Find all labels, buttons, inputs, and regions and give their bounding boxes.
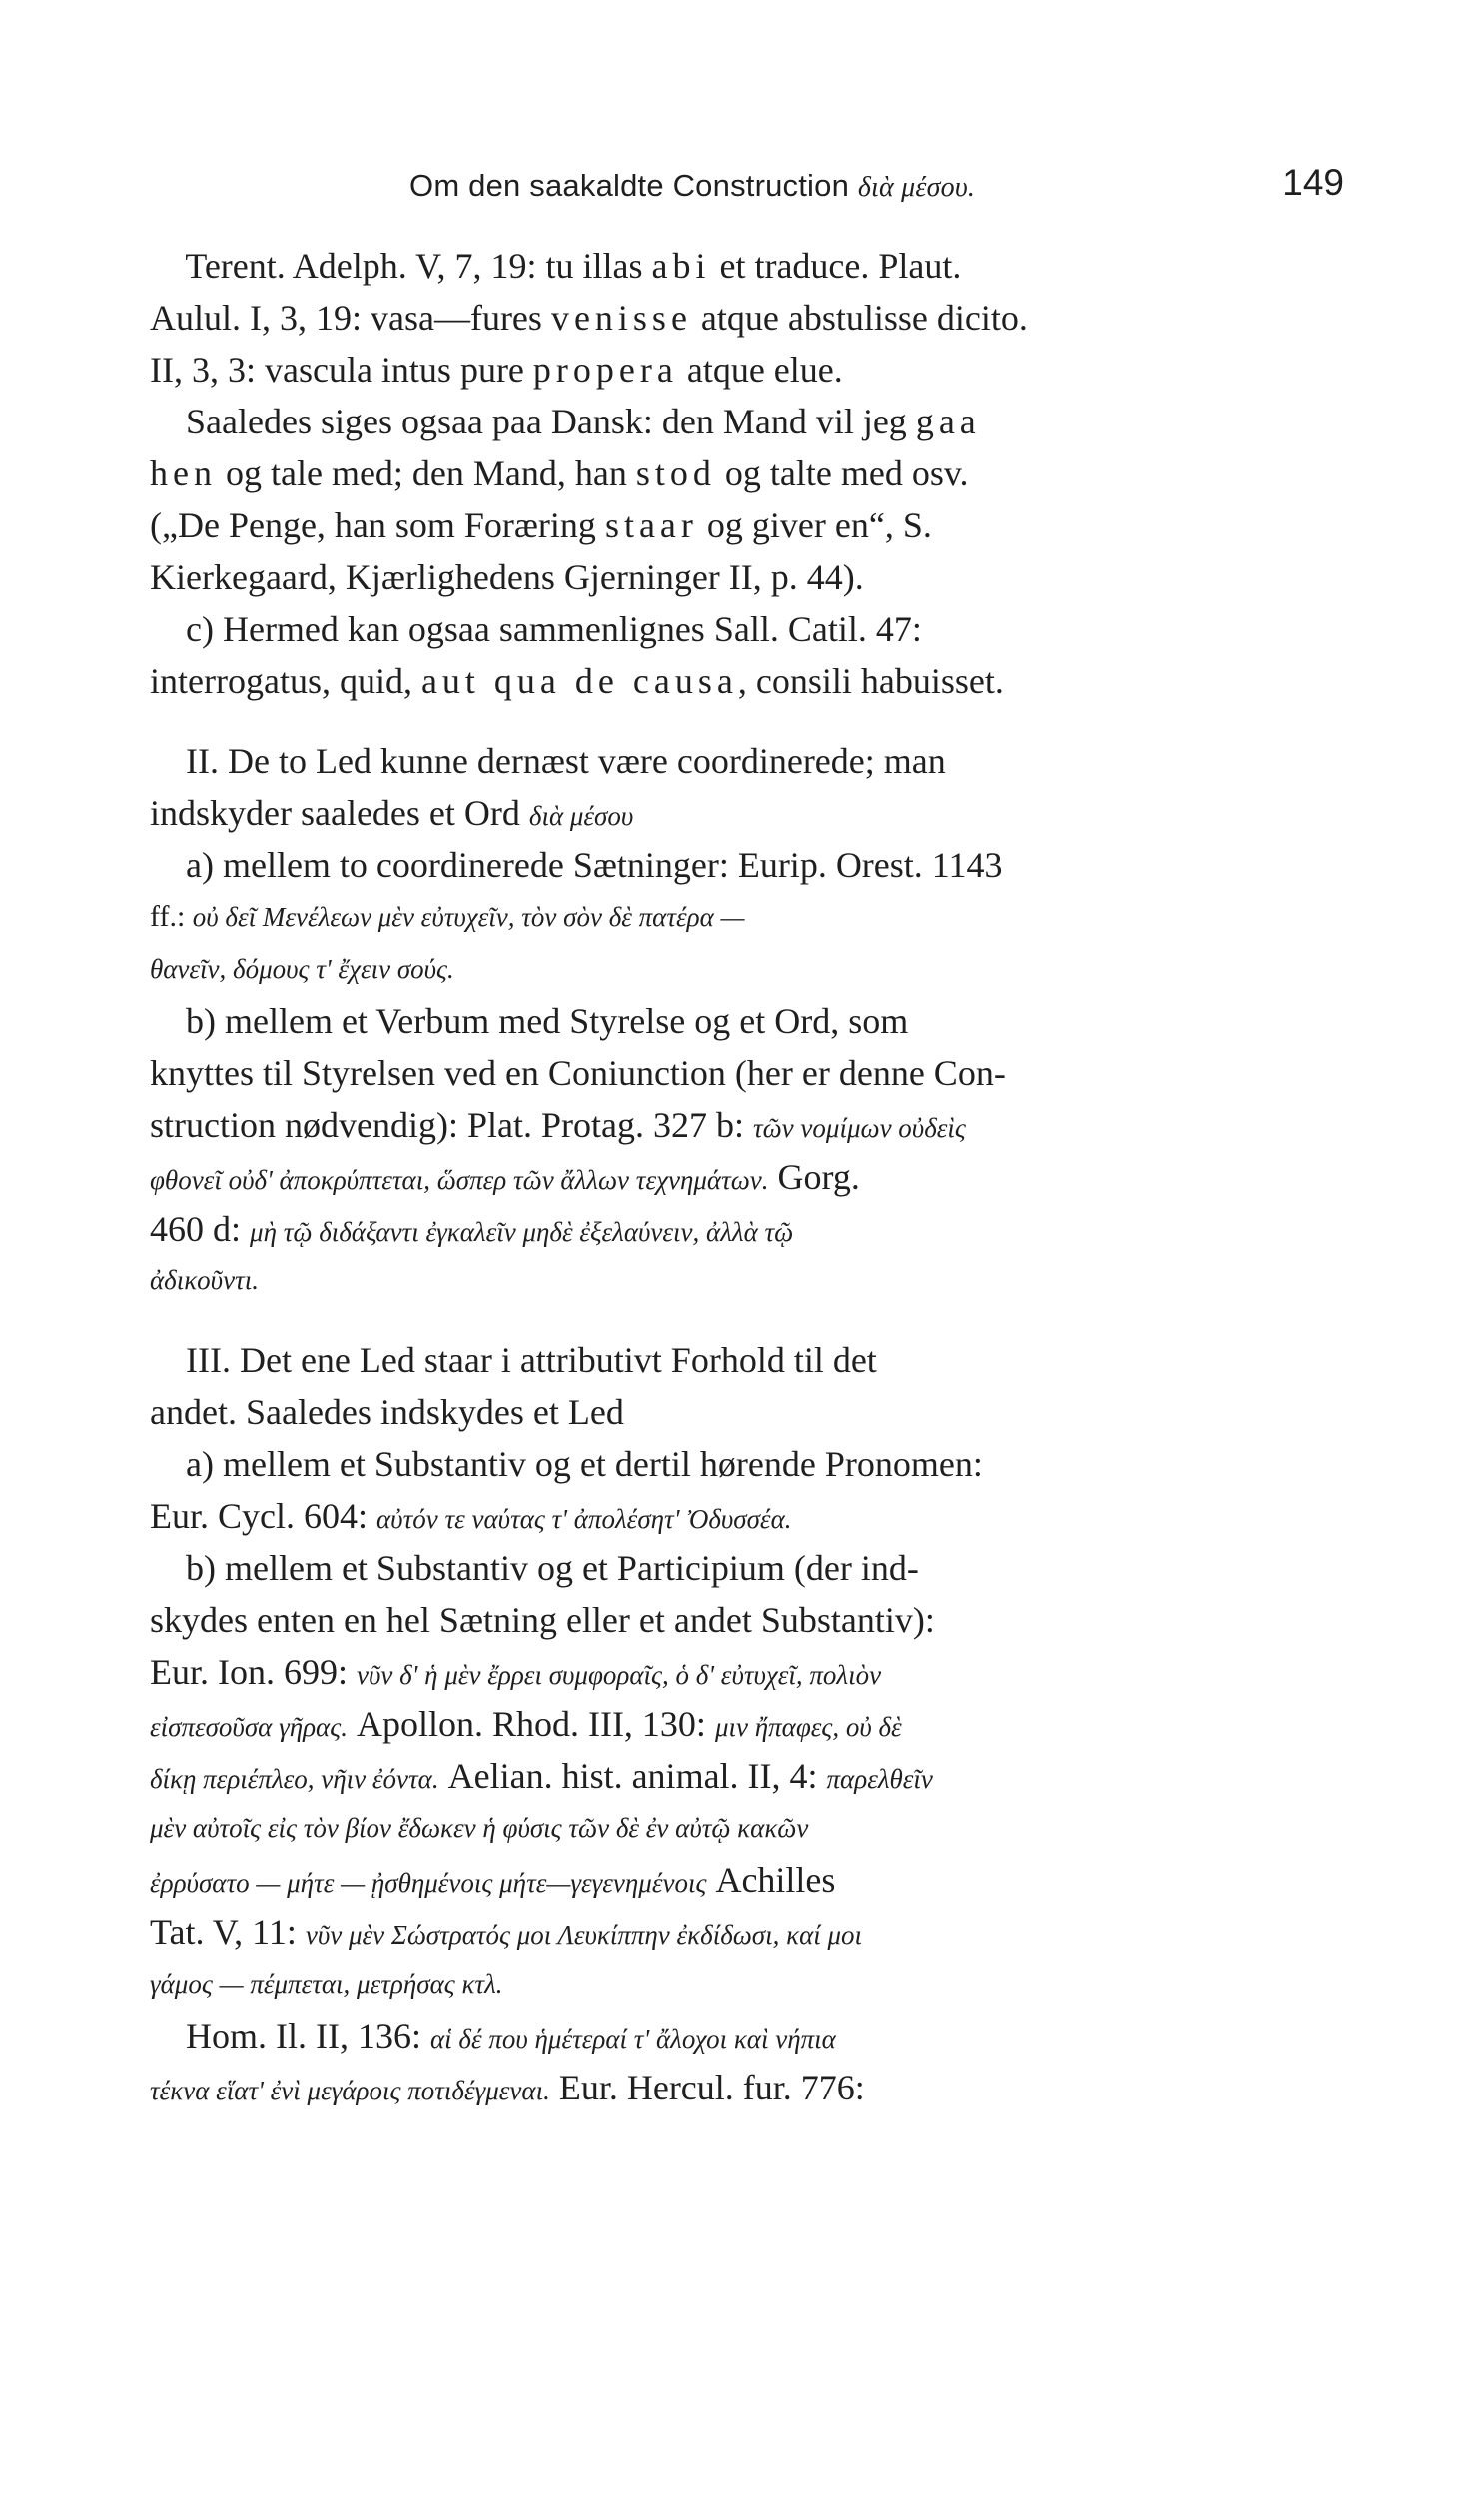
text-line	[150, 1490, 1308, 1542]
text-line	[150, 1542, 1308, 1594]
text-run: Gorg.	[768, 1157, 860, 1197]
greek-quote: φθονεῖ οὐδ' ἀποκρύπτεται, ὥσπερ τῶν ἄλλων τεχνημάτων.	[150, 1165, 769, 1195]
text-run: Hom. Il. II, 136:	[150, 2016, 430, 2056]
greek-quote: τέκνα εἵατ' ἐνὶ μεγάροις ποτιδέγμεναι.	[150, 2076, 550, 2105]
text-line	[150, 240, 1308, 292]
text-run: knyttes til Styrelsen ved en Coniunction (her er denne Con-	[150, 1053, 1006, 1093]
text-run: andet. Saaledes indskydes et Led	[150, 1392, 624, 1432]
greek-quote: νῦν μὲν Σώστρατός μοι Λευκίππην ἐκδίδωσι, καί μοι	[305, 1920, 863, 1950]
paragraph-gap	[150, 1306, 1308, 1334]
greek-quote: οὐ δεῖ Μενέλεων μὲν εὐτυχεῖν, τὸν σὸν δὲ πατέρα —	[192, 902, 745, 932]
greek-quote: δίκῃ περιέπλεο, νῆιν ἐόντα.	[150, 1764, 439, 1794]
text-run: interrogatus, quid,	[150, 661, 421, 701]
text-line	[150, 1099, 1308, 1151]
running-title	[409, 168, 975, 204]
text-line	[150, 1854, 1308, 1906]
spaced-word: staar	[604, 505, 698, 545]
text-line	[150, 2062, 1308, 2113]
text-line	[150, 499, 1308, 551]
text-line	[150, 1646, 1308, 1698]
text-line	[150, 1438, 1308, 1490]
spaced-word: propera	[532, 350, 678, 390]
text-line	[150, 1802, 1308, 1854]
text-run: a) mellem et Substantiv og et dertil hørende Pronomen:	[150, 1444, 983, 1484]
section-heading-line	[150, 1334, 1308, 1386]
text-line	[150, 1906, 1308, 1958]
text-line	[150, 787, 1308, 839]
page-number: 149	[1282, 162, 1344, 203]
text-run: Tat. V, 11:	[150, 1912, 306, 1952]
text-line	[150, 839, 1308, 891]
text-line	[150, 655, 1308, 707]
text-run: Aelian. hist. animal. II, 4:	[438, 1756, 827, 1796]
text-line	[150, 1386, 1308, 1438]
text-run: struction nødvendig): Plat. Protag. 327 b:	[150, 1105, 753, 1145]
text-run: og giver en“, S.	[697, 505, 932, 545]
text-run: Kierkegaard, Kjærlighedens Gjerninger II, p. 44).	[150, 557, 864, 597]
greek-quote: αἱ δέ που ἡμέτεραί τ' ἄλοχοι καὶ νήπια	[429, 2024, 836, 2054]
section-heading-line	[150, 735, 1308, 787]
greek-quote: μὲν αὐτοῖς εἰς τὸν βίον ἔδωκεν ἡ φύσις τῶν δὲ ἐν αὐτῷ κακῶν	[150, 1813, 809, 1843]
text-line	[150, 1203, 1308, 1255]
greek-quote: ἀδικοῦντι.	[150, 1265, 259, 1295]
text-run: II, 3, 3: vascula intus pure	[150, 350, 533, 390]
greek-quote: νῦν δ' ἡ μὲν ἔρρει συμφοραῖς, ὁ δ' εὐτυχεῖ, πολιὸν	[356, 1660, 882, 1690]
spaced-word: abi	[651, 246, 711, 286]
text-run: skydes enten en hel Sætning eller et andet Substantiv):	[150, 1600, 935, 1640]
greek-quote: ἐρρύσατο — μήτε — ᾐσθημένοις μήτε—γεγενημένοις	[150, 1868, 707, 1898]
text-run: , consili habuisset.	[737, 661, 1004, 701]
text-line	[150, 1958, 1308, 2010]
text-run: Eur. Ion. 699:	[150, 1652, 357, 1692]
text-run: II. De to Led kunne dernæst være coordinerede; man	[150, 741, 946, 781]
text-run: 460 d:	[150, 1209, 251, 1249]
spaced-word: hen	[150, 453, 217, 493]
spaced-word: gaa	[915, 402, 981, 441]
greek-quote: διὰ μέσου	[528, 801, 634, 831]
text-run: og talte med osv.	[715, 453, 969, 493]
text-run: Terent. Adelph. V, 7, 19: tu illas	[150, 246, 652, 286]
text-line	[150, 292, 1308, 344]
text-line	[150, 943, 1308, 995]
body-text	[150, 240, 1308, 2113]
running-head	[150, 158, 1344, 218]
greek-quote: μὴ τῷ διδάξαντι ἐγκαλεῖν μηδὲ ἐξελαύνειν, ἀλλὰ τῷ	[250, 1217, 794, 1247]
greek-quote: αὐτόν τε ναύτας τ' ἀπολέσητ' Ὀδυσσέα.	[376, 1504, 792, 1534]
text-run: atque abstulisse dicito.	[691, 298, 1028, 338]
text-line	[150, 2010, 1308, 2062]
paragraph-gap	[150, 707, 1308, 735]
text-run: atque elue.	[677, 350, 843, 390]
text-run: III. Det ene Led staar i attributivt Forhold til det	[150, 1340, 877, 1380]
running-title-text: Om den saakaldte Construction	[409, 168, 858, 203]
text-line	[150, 995, 1308, 1047]
text-line	[150, 1047, 1308, 1099]
text-line	[150, 396, 1308, 447]
greek-quote: θανεῖν, δόμους τ' ἔχειν σούς.	[150, 954, 454, 984]
text-run: Eur. Cycl. 604:	[150, 1496, 376, 1536]
text-run: b) mellem et Verbum med Styrelse og et Ord, som	[150, 1001, 909, 1041]
text-line	[150, 1594, 1308, 1646]
text-run: Aulul. I, 3, 19: vasa—fures	[150, 298, 551, 338]
text-run: („De Penge, han som Foræring	[150, 505, 605, 545]
text-line	[150, 1151, 1308, 1203]
text-line	[150, 603, 1308, 655]
greek-quote: μιν ἤπαφες, οὐ δὲ	[714, 1712, 902, 1742]
text-run: b) mellem et Substantiv og et Participium (der ind-	[150, 1548, 919, 1588]
text-run: c) Hermed kan ogsaa sammenlignes Sall. Catil. 47:	[150, 609, 922, 649]
text-line	[150, 891, 1308, 943]
text-run: og tale med; den Mand, han	[216, 453, 636, 493]
text-run: et traduce. Plaut.	[710, 246, 962, 286]
spaced-word: aut qua de causa	[420, 661, 738, 701]
greek-quote: εἰσπεσοῦσα γῆρας.	[150, 1712, 348, 1742]
spaced-word: stod	[635, 453, 716, 493]
text-run: Saaledes siges ogsaa paa Dansk: den Mand vil jeg	[150, 402, 916, 441]
greek-quote: γάμος — πέμπεται, μετρήσας κτλ.	[150, 1969, 503, 1999]
text-line	[150, 1698, 1308, 1750]
text-run: a) mellem to coordinerede Sætninger: Eurip. Orest. 1143	[150, 845, 1003, 885]
text-run: indskyder saaledes et Ord	[150, 793, 529, 833]
text-run: ff.:	[150, 900, 193, 933]
greek-quote: παρελθεῖν	[826, 1764, 933, 1794]
text-line	[150, 447, 1308, 499]
text-line	[150, 1750, 1308, 1802]
text-run: Apollon. Rhod. III, 130:	[347, 1704, 715, 1744]
greek-quote: τῶν νομίμων οὐδεὶς	[752, 1113, 966, 1143]
text-run: Achilles	[706, 1860, 836, 1900]
text-line	[150, 344, 1308, 396]
text-line	[150, 551, 1308, 603]
text-run: Eur. Hercul. fur. 776:	[549, 2068, 865, 2107]
text-line	[150, 1255, 1308, 1306]
running-title-greek: διὰ μέσου.	[857, 172, 976, 203]
spaced-word: venisse	[550, 298, 692, 338]
